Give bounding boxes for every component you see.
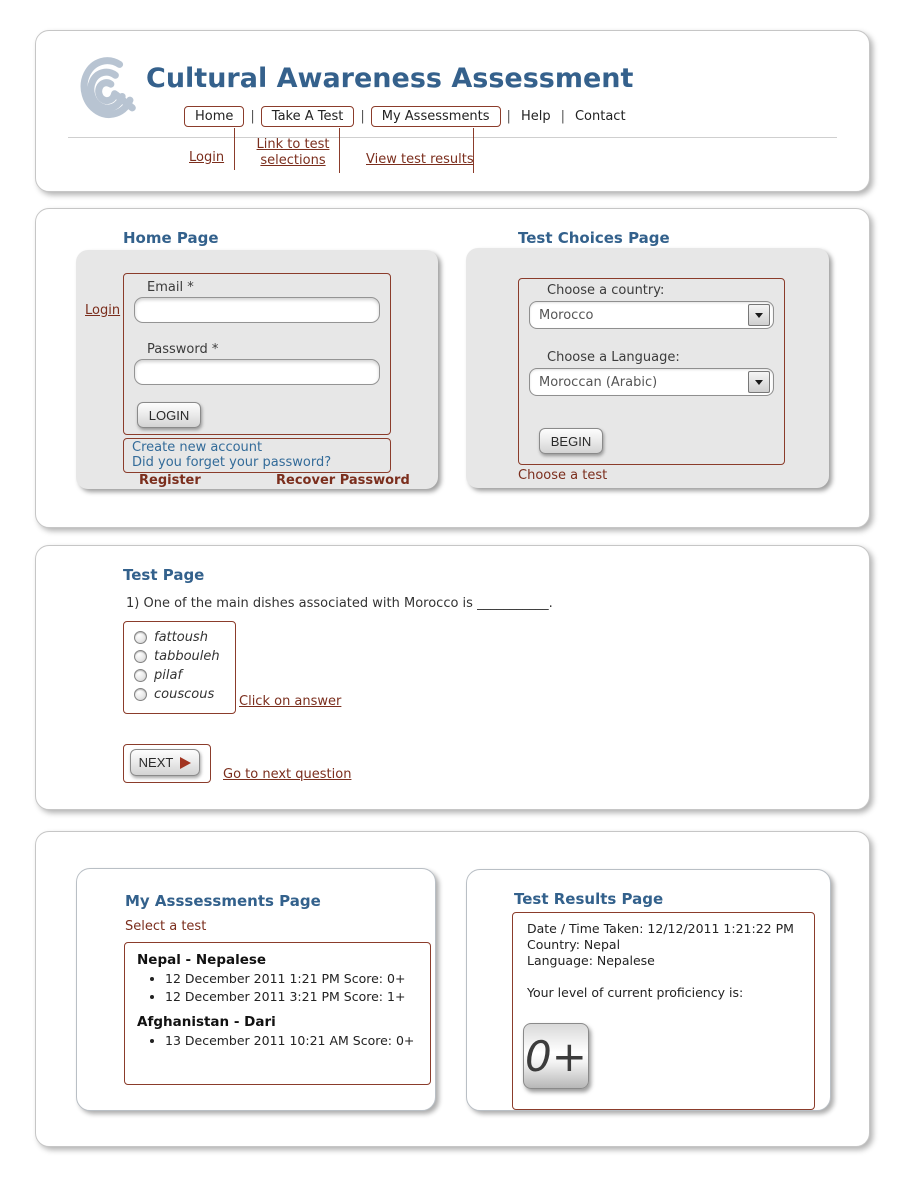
dropdown-arrow-button[interactable]: [748, 371, 770, 393]
page-title: Cultural Awareness Assessment: [146, 63, 634, 94]
result-datetime: Date / Time Taken: 12/12/2011 1:21:22 PM: [527, 921, 794, 936]
forgot-password-link[interactable]: Did you forget your password?: [132, 455, 332, 470]
radio-button-icon[interactable]: [134, 688, 147, 701]
connector-line-home: [234, 128, 235, 170]
annotation-recover-password: Recover Password: [276, 473, 410, 488]
nav-help[interactable]: Help: [520, 109, 551, 124]
annotation-click-on-answer: Click on answer: [239, 694, 342, 709]
nav-separator: |: [560, 109, 565, 124]
annotation-view-results-link[interactable]: View test results: [366, 152, 474, 167]
email-label: Email *: [147, 280, 194, 295]
home-page-heading: Home Page: [123, 229, 219, 247]
answer-option[interactable]: [134, 666, 235, 685]
login-form-callout-box: [123, 273, 391, 435]
password-field[interactable]: [134, 359, 380, 385]
login-and-choices-panel: [35, 208, 870, 528]
email-field[interactable]: [134, 297, 380, 323]
language-select[interactable]: [529, 368, 774, 396]
begin-button[interactable]: BEGIN: [539, 428, 603, 454]
next-button-label: NEXT: [138, 755, 174, 770]
connector-line-take-a-test: [339, 128, 340, 173]
result-language: Language: Nepalese: [527, 953, 655, 968]
annotation-choose-a-test: Choose a test: [518, 468, 608, 483]
annotation-select-a-test: Select a test: [125, 919, 207, 934]
answer-option[interactable]: [134, 628, 235, 647]
test-group-title: Nepal - Nepalese: [137, 952, 267, 968]
nav-separator: |: [250, 109, 255, 124]
answer-options-callout-box: [123, 621, 236, 714]
option-label[interactable]: couscous: [154, 687, 215, 702]
nav-separator: |: [360, 109, 365, 124]
attempt-item[interactable]: • 12 December 2011 1:21 PM Score: 0+: [165, 970, 430, 988]
arrow-right-icon: [180, 757, 191, 769]
login-button[interactable]: LOGIN: [137, 402, 201, 428]
dropdown-arrow-button[interactable]: [748, 304, 770, 326]
test-group-title: Afghanistan - Dari: [137, 1014, 276, 1030]
test-choices-panel: [466, 248, 829, 488]
country-select[interactable]: [529, 301, 774, 329]
option-label[interactable]: tabbouleh: [154, 649, 220, 664]
option-label[interactable]: pilaf: [154, 668, 183, 683]
main-nav: [184, 106, 630, 127]
chevron-down-icon: [755, 313, 763, 318]
annotation-login-link[interactable]: Login: [189, 150, 225, 165]
country-label: Choose a country:: [547, 283, 665, 298]
header-divider: [68, 137, 837, 138]
login-panel: [76, 250, 438, 489]
nav-take-a-test[interactable]: Take A Test: [261, 106, 355, 127]
test-results-heading: Test Results Page: [514, 890, 664, 908]
result-country: Country: Nepal: [527, 937, 621, 952]
radio-button-icon[interactable]: [134, 669, 147, 682]
create-account-link[interactable]: Create new account: [132, 440, 263, 455]
attempt-item[interactable]: • 12 December 2011 3:21 PM Score: 1+: [165, 988, 430, 1006]
assessments-and-results-panel: [35, 831, 870, 1147]
question-text: 1) One of the main dishes associated with Morocco is ___________.: [126, 596, 553, 611]
attempt-item[interactable]: • 13 December 2011 10:21 AM Score: 0+: [165, 1032, 430, 1050]
test-page-heading: Test Page: [123, 566, 205, 584]
annotation-line-1: Link to test: [256, 137, 330, 152]
app-logo-icon: [74, 53, 140, 127]
annotation-line-2: selections: [260, 153, 326, 168]
chevron-down-icon: [755, 380, 763, 385]
attempt-list: [137, 1032, 430, 1050]
test-choices-heading: Test Choices Page: [518, 229, 670, 247]
my-assessments-card: [76, 868, 436, 1111]
country-value: Morocco: [539, 307, 594, 323]
proficiency-score-badge: 0+: [523, 1023, 589, 1089]
answer-option[interactable]: [134, 685, 235, 704]
test-results-card: [466, 869, 831, 1111]
language-value: Moroccan (Arabic): [539, 374, 658, 390]
account-links-callout-box: [123, 438, 391, 473]
answer-option[interactable]: [134, 647, 235, 666]
attempt-list: [137, 970, 430, 1006]
radio-button-icon[interactable]: [134, 631, 147, 644]
next-button[interactable]: [130, 749, 200, 776]
my-assessments-heading: My Asssessments Page: [125, 892, 321, 910]
next-button-callout-box: [123, 744, 211, 783]
choices-callout-box: [518, 278, 785, 465]
proficiency-label: Your level of current proficiency is:: [527, 985, 744, 1000]
password-label: Password *: [147, 342, 219, 357]
nav-contact[interactable]: Contact: [574, 109, 626, 124]
nav-separator: |: [506, 109, 511, 124]
radio-button-icon[interactable]: [134, 650, 147, 663]
nav-my-assessments[interactable]: My Assessments: [371, 106, 501, 127]
option-label[interactable]: fattoush: [154, 630, 208, 645]
header-panel: [35, 30, 870, 192]
language-label: Choose a Language:: [547, 350, 680, 365]
results-box: [512, 912, 815, 1110]
annotation-test-selections-link[interactable]: [249, 137, 337, 169]
annotation-login-form[interactable]: Login: [85, 303, 121, 318]
annotation-go-to-next-question: Go to next question: [223, 767, 352, 782]
nav-home[interactable]: Home: [184, 106, 244, 127]
annotation-register: Register: [139, 473, 201, 488]
test-page-panel: [35, 545, 870, 810]
test-list-box: [124, 942, 431, 1085]
